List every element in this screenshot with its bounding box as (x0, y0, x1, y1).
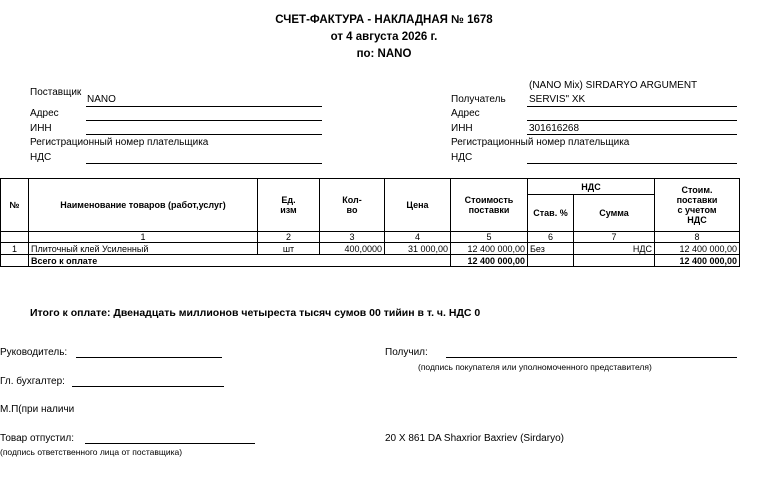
recipient-name-line (527, 106, 737, 107)
supplier-label: Поставщик (30, 87, 82, 98)
recipient-address-label: Адрес (451, 108, 480, 119)
recipient-vat-line (527, 163, 737, 164)
col-number: 4 (385, 232, 451, 243)
supplier-inn-line (86, 134, 322, 135)
supplier-reg-label: Регистрационный номер плательщика (30, 137, 209, 148)
recipient-name-line2: SERVIS" XK (529, 94, 586, 105)
recipient-reg-label: Регистрационный номер плательщика (451, 137, 630, 148)
payment-summary: Итого к оплате: Двенадцать миллионов четыреста тысяч сумов 00 тийин в т. ч. НДС 0 (30, 307, 481, 319)
header-qty: Кол- во (320, 179, 385, 232)
driver-info: 20 X 861 DA Shaxrior Baxriev (Sirdaryo) (385, 433, 564, 444)
total-cost: 12 400 000,00 (451, 255, 528, 267)
recipient-inn: 301616268 (529, 123, 580, 134)
col-number: 7 (574, 232, 655, 243)
col-number: 6 (528, 232, 574, 243)
recipient-name-line1: (NANO Mix) SIRDARYO ARGUMENT (529, 80, 698, 91)
document-contract: по: NANO (356, 48, 412, 60)
col-number: 2 (258, 232, 320, 243)
table-row (1, 243, 740, 255)
col-number: 3 (320, 232, 385, 243)
stamp-label: М.П(при наличи (0, 404, 75, 415)
header-vat-sum: Сумма (574, 195, 655, 232)
row-cost: 12 400 000,00 (451, 243, 528, 255)
supplier-name-line (86, 106, 322, 107)
total-vat-rate (528, 255, 574, 267)
row-name: Плиточный клей Усиленный (29, 243, 258, 255)
total-with-vat: 12 400 000,00 (655, 255, 740, 267)
document-date: от 4 августа 2026 г. (330, 31, 438, 43)
received-note: (подпись покупателя или уполномоченного представителя) (418, 362, 652, 372)
director-label: Руководитель: (0, 347, 68, 358)
recipient-label: Получатель (451, 94, 506, 105)
header-price: Цена (385, 179, 451, 232)
director-signature-line (76, 357, 222, 358)
table-total-row (1, 255, 740, 267)
supplier-vat-line (86, 163, 322, 164)
header-cost: Стоимость поставки (451, 179, 528, 232)
row-qty: 400,0000 (320, 243, 385, 255)
row-price: 31 000,00 (385, 243, 451, 255)
received-signature-line (446, 357, 737, 358)
received-label: Получил: (385, 347, 428, 358)
row-vat-rate: Без (528, 243, 574, 255)
supplier-address-line (86, 120, 322, 121)
table-header-row (1, 179, 740, 195)
table-column-numbers (1, 232, 740, 243)
col-number (1, 232, 29, 243)
total-vat-sum (574, 255, 655, 267)
recipient-vat-label: НДС (451, 152, 473, 163)
supplier-vat-label: НДС (30, 152, 52, 163)
header-unit: Ед. изм (258, 179, 320, 232)
total-empty (1, 255, 29, 267)
header-num: № (1, 179, 29, 232)
header-vat-rate: Став. % (528, 195, 574, 232)
recipient-address-line (527, 120, 737, 121)
released-signature-line (85, 443, 255, 444)
col-number: 5 (451, 232, 528, 243)
col-number: 8 (655, 232, 740, 243)
header-name: Наименование товаров (работ,услуг) (29, 179, 258, 232)
row-num: 1 (1, 243, 29, 255)
document-title: СЧЕТ-ФАКТУРА - НАКЛАДНАЯ № 1678 (275, 14, 493, 26)
row-total: 12 400 000,00 (655, 243, 740, 255)
invoice-table (0, 178, 740, 267)
col-number: 1 (29, 232, 258, 243)
row-vat-sum: НДС (574, 243, 655, 255)
recipient-inn-line (527, 134, 737, 135)
header-vat: НДС (528, 179, 655, 195)
released-label: Товар отпустил: (0, 433, 74, 444)
recipient-inn-label: ИНН (451, 123, 473, 134)
row-unit: шт (258, 243, 320, 255)
accountant-label: Гл. бухгалтер: (0, 376, 65, 387)
supplier-address-label: Адрес (30, 108, 59, 119)
supplier-name: NANO (87, 94, 116, 105)
released-note: (подпись ответственного лица от поставщика) (0, 447, 183, 457)
supplier-inn-label: ИНН (30, 123, 52, 134)
accountant-signature-line (72, 386, 224, 387)
total-label: Всего к оплате (29, 255, 451, 267)
header-total: Стоим. поставки с учетом НДС (655, 179, 740, 232)
